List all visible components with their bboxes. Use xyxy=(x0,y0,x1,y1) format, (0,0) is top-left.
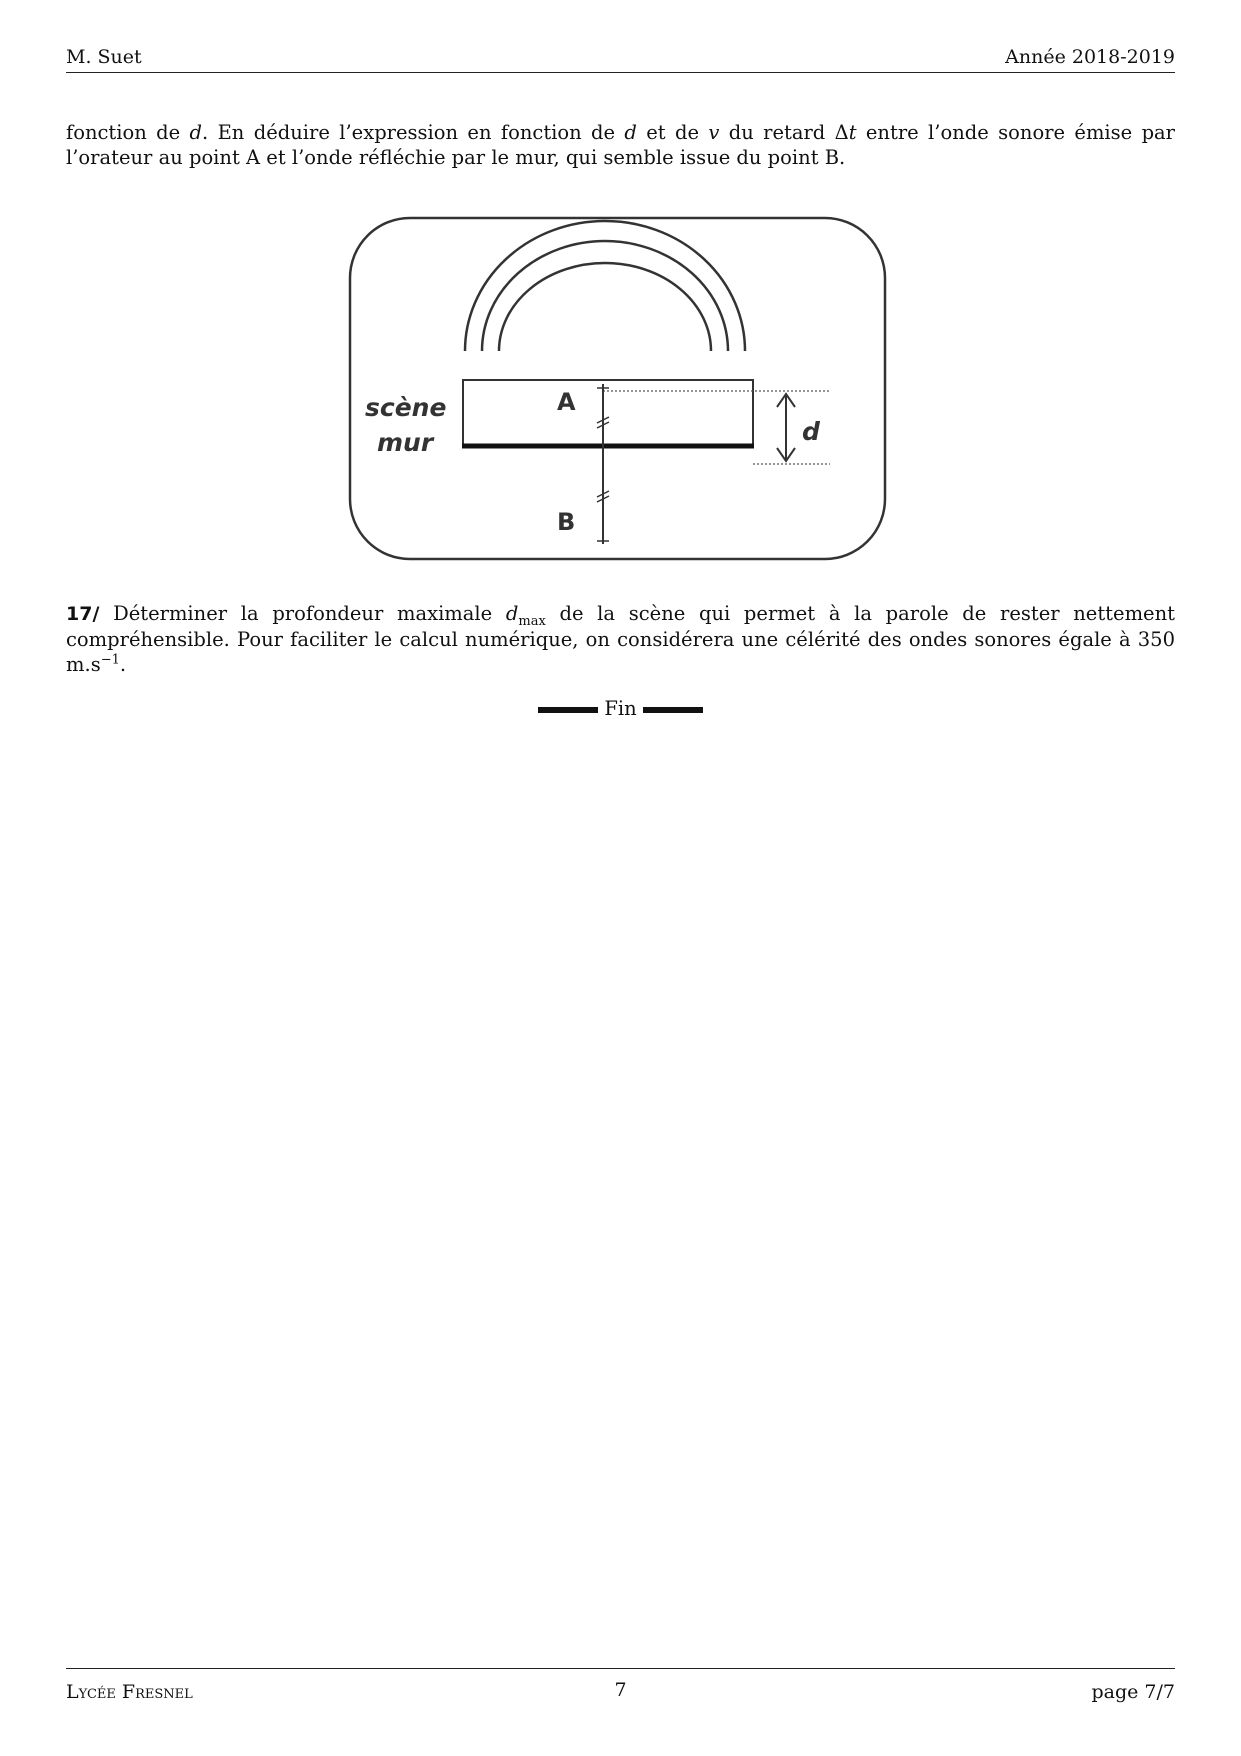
end-bar-left xyxy=(538,707,598,713)
text-run: fonction de xyxy=(66,121,190,144)
text-run: Déterminer la profondeur maximale xyxy=(99,602,506,625)
page-header xyxy=(66,44,1175,73)
stage-rectangle xyxy=(463,380,753,446)
label-scene: scène xyxy=(365,393,447,422)
header-year: Année 2018-2019 xyxy=(1005,46,1175,68)
superscript-exponent: −1 xyxy=(100,652,120,668)
sound-wave-inner xyxy=(499,263,711,351)
variable-v: v xyxy=(708,121,720,144)
end-bar-right xyxy=(643,707,703,713)
text-run: de la scène qui permet à la parole de rester nettement compréhensible. Pour faciliter le calcul numérique, on considérera une célérité des ondes sonores égale à 350 m.s xyxy=(66,602,1175,676)
text-run: . En déduire l’expression en fonction de xyxy=(202,121,625,144)
page-footer xyxy=(66,1668,1175,1709)
text-run: . xyxy=(119,653,127,676)
sound-wave-middle xyxy=(482,241,728,351)
variable-t: t xyxy=(848,121,857,144)
stage-wall-figure xyxy=(345,214,890,564)
end-label: Fin xyxy=(604,697,637,720)
variable-d: d xyxy=(624,121,637,144)
header-author: M. Suet xyxy=(66,46,142,68)
text-run: et de xyxy=(636,121,709,144)
label-d: d xyxy=(802,417,820,446)
question-number: 17/ xyxy=(66,603,100,625)
footer-page-of: page 7/7 xyxy=(1091,1681,1175,1703)
footer-school: Lycée Fresnel xyxy=(66,1681,193,1703)
text-run: du retard Δ xyxy=(719,121,849,144)
question-17 xyxy=(66,601,1175,677)
figure-diagram xyxy=(345,214,890,564)
figure-frame xyxy=(350,218,885,559)
text-run: entre l’onde sonore émise par l’orateur au point A et l’onde réfléchie par le mur, qui semble issue du point B. xyxy=(66,121,1175,169)
paragraph-question-16-continued xyxy=(66,120,1175,170)
variable-d: d xyxy=(189,121,203,144)
subscript-max: max xyxy=(518,613,546,629)
label-point-a: A xyxy=(557,388,576,416)
end-marker xyxy=(0,697,1241,720)
variable-d: d xyxy=(505,602,519,625)
label-mur: mur xyxy=(377,428,434,457)
footer-page-number: 7 xyxy=(614,1679,627,1701)
label-point-b: B xyxy=(557,508,576,536)
